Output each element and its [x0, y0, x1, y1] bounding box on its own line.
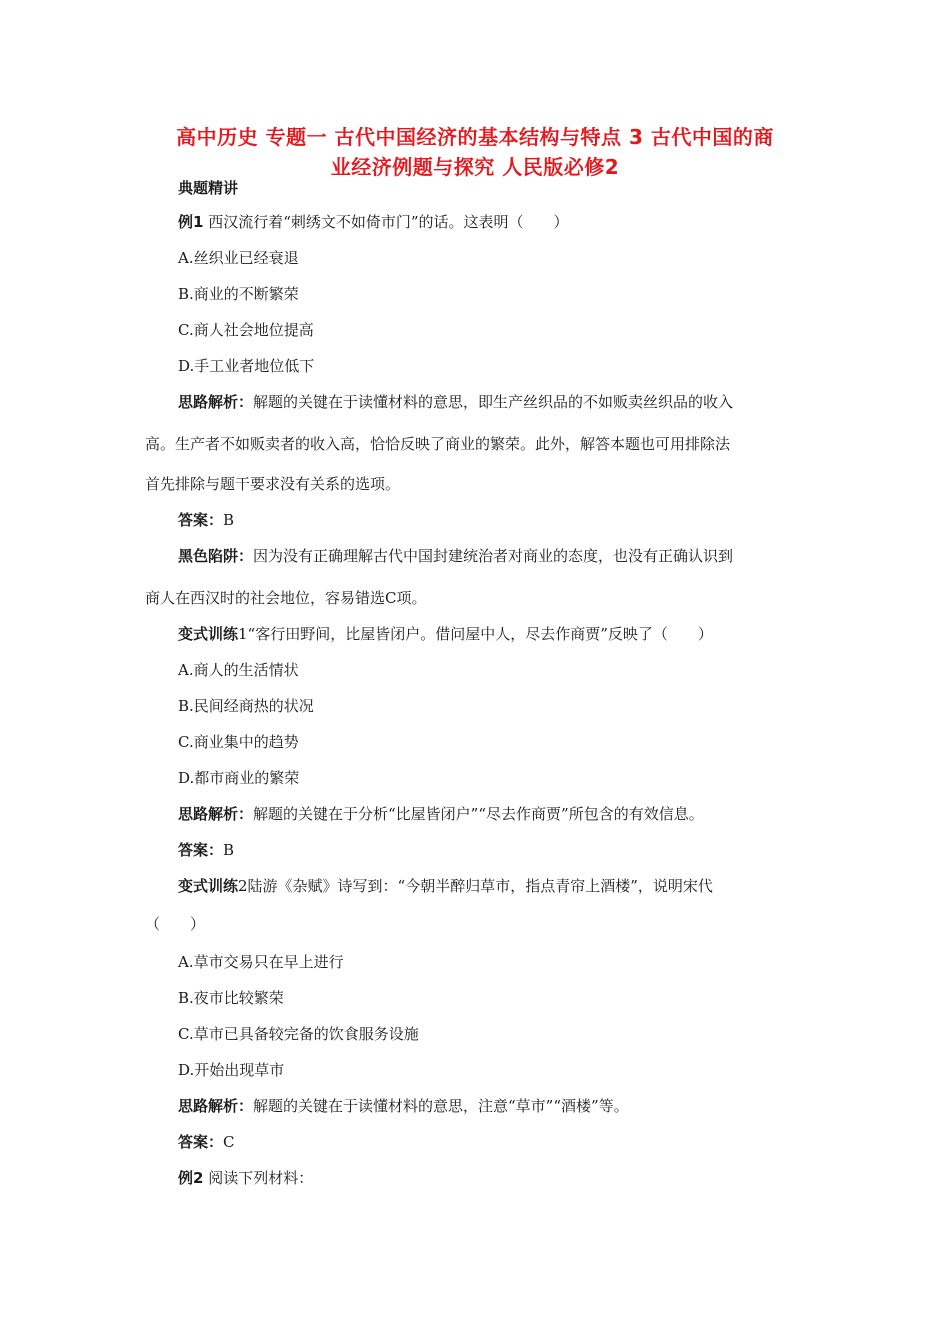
example-2-question: [178, 1168, 313, 1188]
document-title-line-2: 业经济例题与探究 人民版必修2: [330, 155, 620, 179]
variant-1-option-c: C.商业集中的趋势: [178, 733, 299, 751]
example-1-analysis-text-2: 高。生产者不如贩卖者的收入高，恰恰反映了商业的繁荣。此外，解答本题也可用排除法: [145, 435, 731, 453]
variant-2-option-d: D.开始出现草市: [178, 1061, 285, 1079]
example-1-trap-label: 黑色陷阱：: [178, 547, 254, 565]
variant-1-option-a: A.商人的生活情状: [178, 661, 299, 679]
example-1-analysis: [178, 392, 733, 412]
example-1-answer: [178, 510, 234, 530]
variant-2-analysis: [178, 1096, 629, 1116]
variant-2-answer-value: C: [223, 1133, 235, 1151]
example-1-question-text: 西汉流行着“刺绣文不如倚市门”的话。这表明（ ）: [203, 213, 569, 231]
example-1-trap-text-2: 商人在西汉时的社会地位，容易错选C项。: [145, 589, 427, 607]
variant-2-question-text: 2陆游《杂赋》诗写到：“今朝半醉归草市，指点青帘上酒楼”，说明宋代: [238, 877, 713, 895]
example-1-option-c: C.商人社会地位提高: [178, 321, 314, 339]
variant-2-analysis-text: 解题的关键在于读懂材料的意思，注意“草市”“酒楼”等。: [253, 1097, 629, 1115]
variant-2-option-b: B.夜市比较繁荣: [178, 989, 284, 1007]
example-1-trap: [178, 546, 733, 566]
variant-2-answer-label: 答案：: [178, 1133, 224, 1151]
example-2-label: 例2: [178, 1169, 204, 1187]
variant-1-answer: [178, 840, 234, 860]
example-2-question-text: 阅读下列材料：: [203, 1169, 314, 1187]
example-1-trap-text-1: 因为没有正确理解古代中国封建统治者对商业的态度，也没有正确认识到: [253, 547, 734, 565]
variant-2-option-a: A.草市交易只在早上进行: [178, 953, 344, 971]
example-1-answer-label: 答案：: [178, 511, 224, 529]
variant-1-question-text: 1“客行田野间，比屋皆闭户。借问屋中人，尽去作商贾”反映了（ ）: [238, 625, 713, 643]
example-1-option-d: D.手工业者地位低下: [178, 357, 315, 375]
section-heading: 典题精讲: [178, 179, 239, 197]
variant-2-option-c: C.草市已具备较完备的饮食服务设施: [178, 1025, 419, 1043]
example-1-option-a: A.丝织业已经衰退: [178, 249, 299, 267]
example-1-analysis-text-3: 首先排除与题干要求没有关系的选项。: [145, 475, 401, 493]
example-1-option-b: B.商业的不断繁荣: [178, 285, 299, 303]
example-1-answer-value: B: [223, 511, 235, 529]
variant-2-question-cont: （ ）: [145, 915, 206, 933]
variant-2-answer: [178, 1132, 235, 1152]
variant-1-analysis-text: 解题的关键在于分析“比屋皆闭户”“尽去作商贾”所包含的有效信息。: [253, 805, 704, 823]
variant-1-answer-label: 答案：: [178, 841, 224, 859]
variant-1-answer-value: B: [223, 841, 235, 859]
example-1-analysis-label: 思路解析：: [178, 393, 254, 411]
variant-2-question: [178, 876, 713, 896]
variant-1-analysis: [178, 804, 704, 824]
document-title-line-1: 高中历史 专题一 古代中国经济的基本结构与特点 3 古代中国的商: [176, 125, 774, 149]
variant-1-analysis-label: 思路解析：: [178, 805, 254, 823]
example-1-analysis-text-1: 解题的关键在于读懂材料的意思，即生产丝织品的不如贩卖丝织品的收入: [253, 393, 734, 411]
variant-2-label: 变式训练: [178, 877, 239, 895]
variant-1-question: [178, 624, 713, 644]
example-1-label: 例1: [178, 213, 204, 231]
variant-1-option-d: D.都市商业的繁荣: [178, 769, 300, 787]
variant-1-label: 变式训练: [178, 625, 239, 643]
variant-1-option-b: B.民间经商热的状况: [178, 697, 314, 715]
example-1-question: [178, 212, 569, 232]
variant-2-analysis-label: 思路解析：: [178, 1097, 254, 1115]
